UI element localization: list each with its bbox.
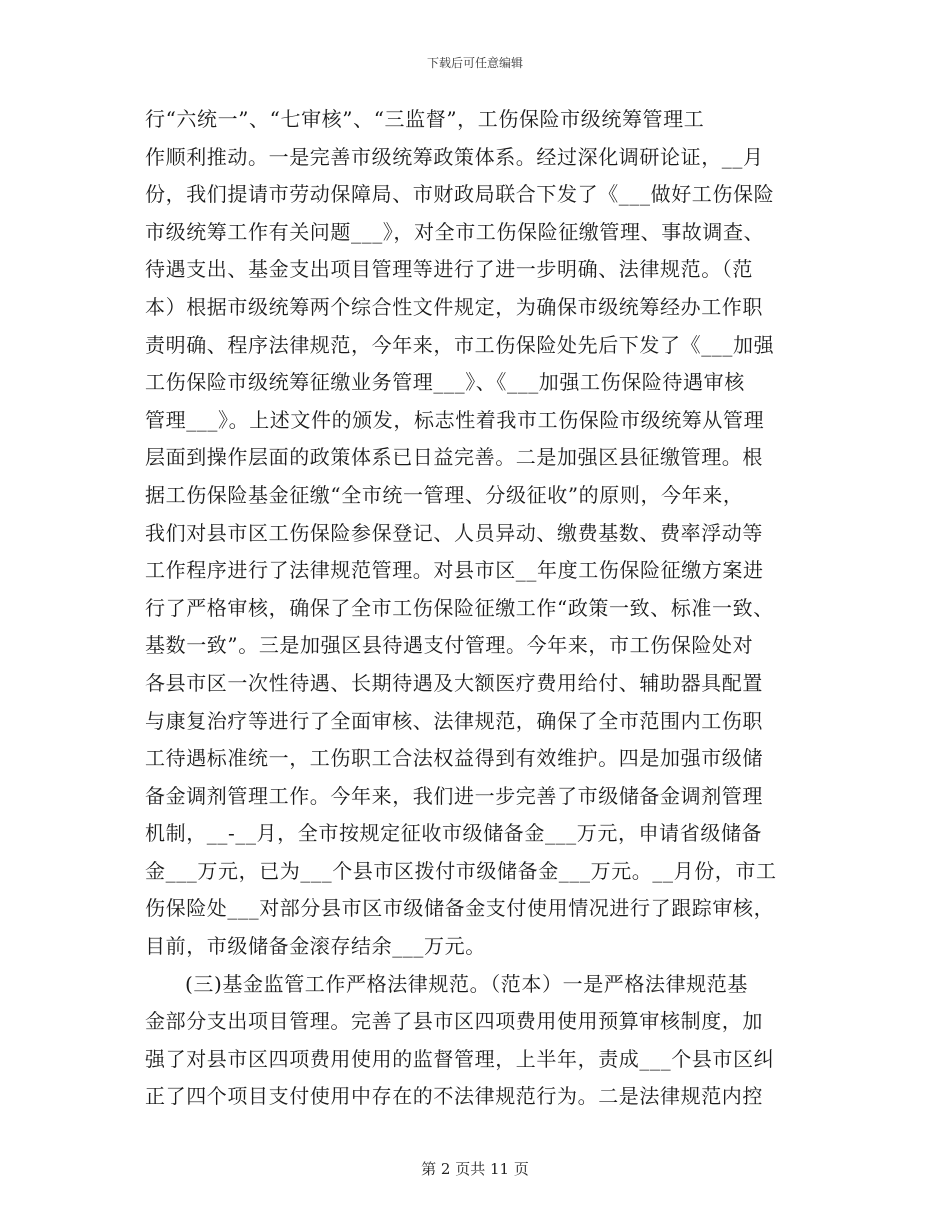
text-line: 行“六统一”、“七审核”、“三监督”，工伤保险市级统筹管理工 <box>145 107 705 131</box>
text-line: 金___万元，已为___个县市区拨付市级储备金___万元。__月份，市工 <box>145 858 777 883</box>
text-line: 据工伤保险基金征缴“全市统一管理、分级征收”的原则，今年来， <box>145 482 744 507</box>
text-line: 备金调剂管理工作。今年来，我们进一步完善了市级储备金调剂管理 <box>145 783 763 808</box>
text-line: 工待遇标准统一，工伤职工合法权益得到有效维护。四是加强市级储 <box>145 746 763 771</box>
text-line: 各县市区一次性待遇、长期待遇及大额医疗费用给付、辅助器具配置 <box>145 670 763 695</box>
text-line: 市级统筹工作有关问题___》，对全市工伤保险征缴管理、事故调查、 <box>145 219 765 244</box>
text-line: 作顺利推动。一是完善市级统筹政策体系。经过深化调研论证，__月 <box>145 144 764 169</box>
section-heading-line: (三)基金监管工作严格法律规范。（范本）一是严格法律规范基 <box>185 971 749 996</box>
text-line: 管理___》。上述文件的颁发，标志性着我市工伤保险市级统筹从管理 <box>145 407 765 432</box>
text-line: 目前，市级储备金滚存结余___万元。 <box>145 934 486 959</box>
text-line: 正了四个项目支付使用中存在的不法律规范行为。二是法律规范内控 <box>145 1084 763 1109</box>
text-line: 工伤保险市级统筹征缴业务管理___》、《___加强工伤保险待遇审核 <box>145 370 745 395</box>
text-line: 行了严格审核，确保了全市工伤保险征缴工作“政策一致、标准一致、 <box>145 595 774 620</box>
text-line: 层面到操作层面的政策体系已日益完善。二是加强区县征缴管理。根 <box>145 445 763 470</box>
page-footer: 第 2 页共 11 页 <box>421 1160 529 1178</box>
text-line: 强了对县市区四项费用使用的监督管理，上半年，责成___个县市区纠 <box>145 1046 775 1071</box>
document-body <box>145 101 805 1116</box>
text-line: 工作程序进行了法律规范管理。对县市区__年度工伤保险征缴方案进 <box>145 558 764 583</box>
text-line: 基数一致”。三是加强区县待遇支付管理。今年来，市工伤保险处对 <box>145 633 754 658</box>
text-line: 本）根据市级统筹两个综合性文件规定，为确保市级统筹经办工作职 <box>145 294 763 319</box>
text-line: 金部分支出项目管理。完善了县市区四项费用使用预算审核制度，加 <box>145 1009 763 1034</box>
text-line: 份，我们提请市劳动保障局、市财政局联合下发了《___做好工伤保险 <box>145 182 775 207</box>
text-line: 我们对县市区工伤保险参保登记、人员异动、缴费基数、费率浮动等 <box>145 520 763 545</box>
text-line: 机制，__-__月，全市按规定征收市级储备金___万元，申请省级储备 <box>145 821 763 846</box>
text-line: 与康复治疗等进行了全面审核、法律规范，确保了全市范围内工伤职 <box>145 708 763 733</box>
text-line: 责明确、程序法律规范，今年来，市工伤保险处先后下发了《___加强 <box>145 332 775 357</box>
text-line: 待遇支出、基金支出项目管理等进行了进一步明确、法律规范。（范 <box>145 257 753 282</box>
text-line: 伤保险处___对部分县市区市级储备金支付使用情况进行了跟踪审核， <box>145 896 775 921</box>
page-header: 下载后可任意编辑 <box>426 56 523 70</box>
